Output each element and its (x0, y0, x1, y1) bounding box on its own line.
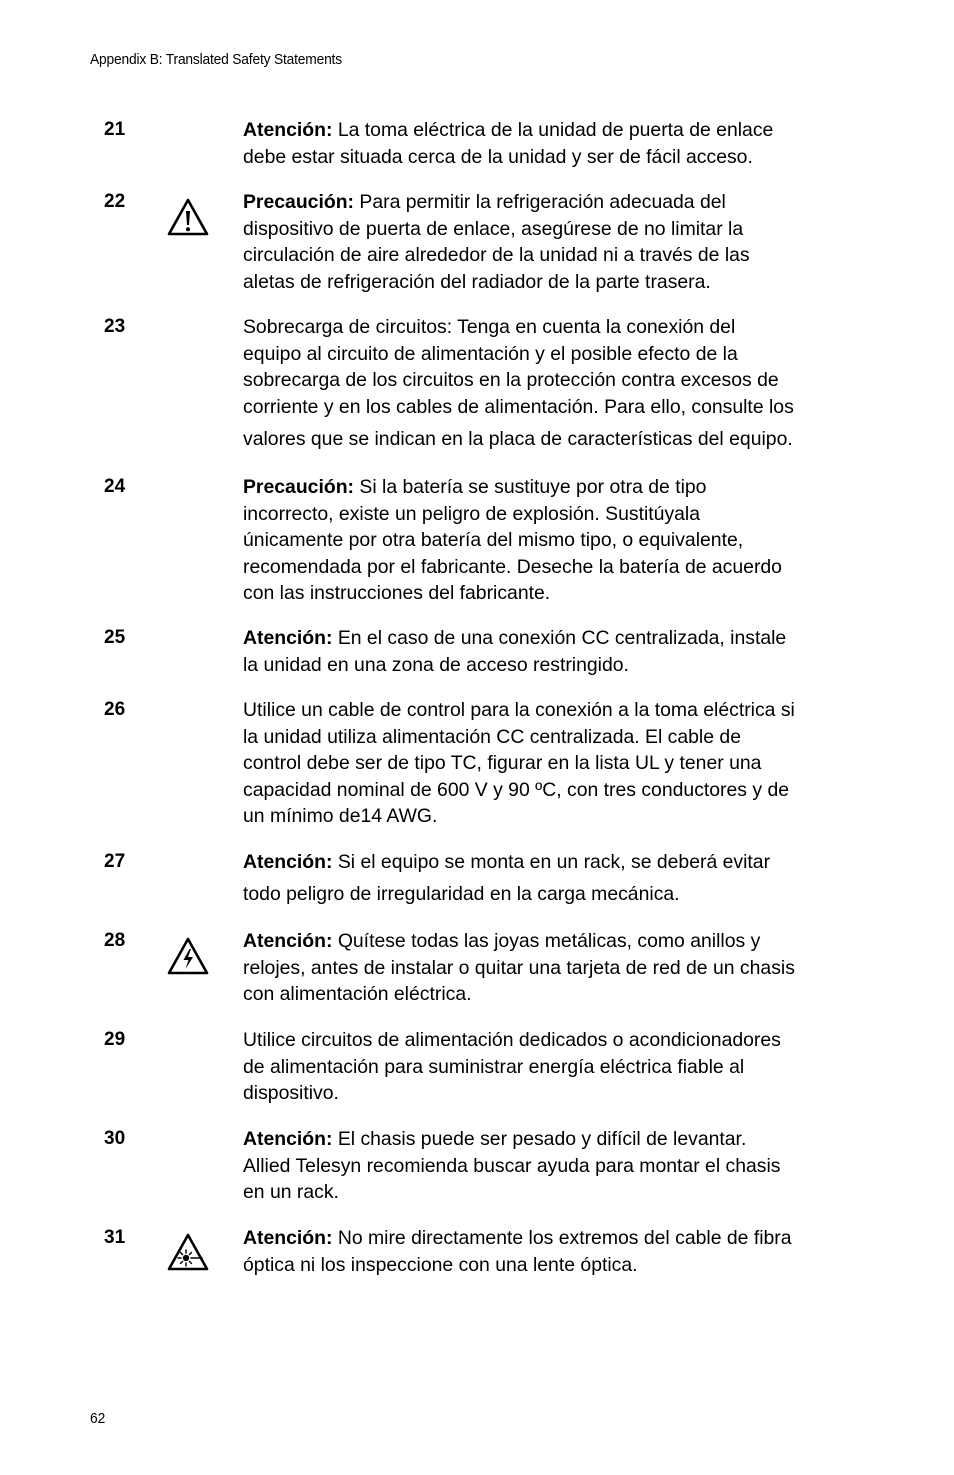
statement-line: En el caso de una conexión CC centralizada, instale (337, 627, 787, 649)
statement-line: Utilice un cable de control para la conexión a la toma eléctrica si (243, 699, 795, 721)
statement-lead: Precaución: (243, 191, 354, 213)
statement-text (243, 1027, 868, 1107)
statement-line: Si el equipo se monta en un rack, se deberá evitar (337, 851, 771, 873)
statement-text (243, 474, 868, 607)
statement-number: 24 (104, 476, 126, 497)
statement-line: El chasis puede ser pesado y difícil de levantar. (337, 1128, 747, 1150)
statement-number: 28 (104, 930, 126, 951)
statement-lead: Atención: (243, 1128, 333, 1150)
statement-line: sobrecarga de los circuitos en la protección contra excesos de (243, 369, 779, 391)
statement-lead: Atención: (243, 1227, 333, 1249)
statement-text (243, 314, 868, 453)
statement-number: 29 (104, 1029, 126, 1050)
statement-line: incorrecto, existe un peligro de explosión. Sustitúyala (243, 502, 701, 525)
statement-line: corriente y en los cables de alimentación. Para ello, consulte los (243, 395, 794, 418)
statement-line: Allied Telesyn recomienda buscar ayuda para montar el chasis (243, 1154, 781, 1177)
statement-line: Utilice circuitos de alimentación dedicados o acondicionadores (243, 1029, 781, 1051)
statement-number: 21 (104, 119, 126, 140)
statement-line: dispositivo de puerta de enlace, asegúrese de no limitar la (243, 217, 744, 240)
statement-lead: Atención: (243, 119, 333, 141)
statement-line: control debe ser de tipo TC, figurar en la lista UL y tener una (243, 752, 762, 774)
statement-lead: Atención: (243, 627, 333, 649)
statement-number: 27 (104, 851, 126, 872)
statement-text (243, 189, 868, 295)
statement-number: 26 (104, 699, 126, 720)
statement-line: capacidad nominal de 600 V y 90 ºC, con tres conductores y de (243, 778, 790, 801)
statement-line: No mire directamente los extremos del cable de fibra (337, 1227, 792, 1249)
statement-text (243, 1225, 868, 1278)
statement-text (243, 1126, 868, 1206)
statement-line: relojes, antes de instalar o quitar una tarjeta de red de un chasis (243, 956, 795, 979)
statement-text (243, 625, 868, 678)
statement-line: Para permitir la refrigeración adecuada del (359, 191, 726, 213)
statement-line: aletas de refrigeración del radiador de la parte trasera. (243, 270, 711, 293)
statement-number: 22 (104, 191, 126, 212)
statement-line: La toma eléctrica de la unidad de puerta de enlace (337, 119, 774, 141)
statement-line: equipo al circuito de alimentación y el posible efecto de la (243, 342, 738, 365)
statement-number: 23 (104, 316, 126, 337)
running-header: Appendix B: Translated Safety Statements (90, 51, 342, 68)
statement-lead: Atención: (243, 930, 333, 952)
statement-lead: Precaución: (243, 476, 354, 498)
statement-line: recomendada por el fabricante. Deseche la batería de acuerdo (243, 555, 782, 578)
statement-line: la unidad utiliza alimentación CC centralizada. El cable de (243, 725, 741, 748)
statement-line: Sobrecarga de circuitos: Tenga en cuenta la conexión del (243, 316, 736, 338)
statement-line: todo peligro de irregularidad en la carga mecánica. (243, 882, 680, 905)
statement-text (243, 849, 868, 907)
statement-line: con las instrucciones del fabricante. (243, 582, 551, 604)
statement-line: Quítese todas las joyas metálicas, como anillos y (337, 930, 761, 952)
statement-line: Si la batería se sustituye por otra de tipo (359, 476, 707, 498)
statement-line: valores que se indican en la placa de características del equipo. (243, 428, 793, 450)
statement-line: óptica ni los inspeccione con una lente óptica. (243, 1253, 638, 1276)
page-number: 62 (90, 1410, 106, 1427)
statement-line: un mínimo de14 AWG. (243, 805, 438, 827)
statement-line: circulación de aire alrededor de la unidad ni a través de las (243, 244, 750, 266)
statement-text (243, 117, 868, 170)
statement-line: con alimentación eléctrica. (243, 983, 472, 1005)
statement-line: de alimentación para suministrar energía eléctrica fiable al (243, 1055, 745, 1078)
statement-line: dispositivo. (243, 1082, 339, 1104)
statement-text (243, 697, 868, 830)
statement-line: debe estar situada cerca de la unidad y ser de fácil acceso. (243, 145, 753, 168)
statement-line: únicamente por otra batería del mismo tipo, o equivalente, (243, 529, 744, 551)
statement-lead: Atención: (243, 851, 333, 873)
statement-line: en un rack. (243, 1181, 339, 1203)
laser-radiation-icon (166, 1232, 210, 1272)
statement-number: 31 (104, 1227, 126, 1248)
statement-number: 25 (104, 627, 126, 648)
electrical-hazard-icon (166, 936, 210, 976)
statement-line: la unidad en una zona de acceso restringido. (243, 653, 629, 676)
statement-number: 30 (104, 1128, 126, 1149)
statement-text (243, 928, 868, 1008)
warning-triangle-icon (166, 197, 210, 237)
